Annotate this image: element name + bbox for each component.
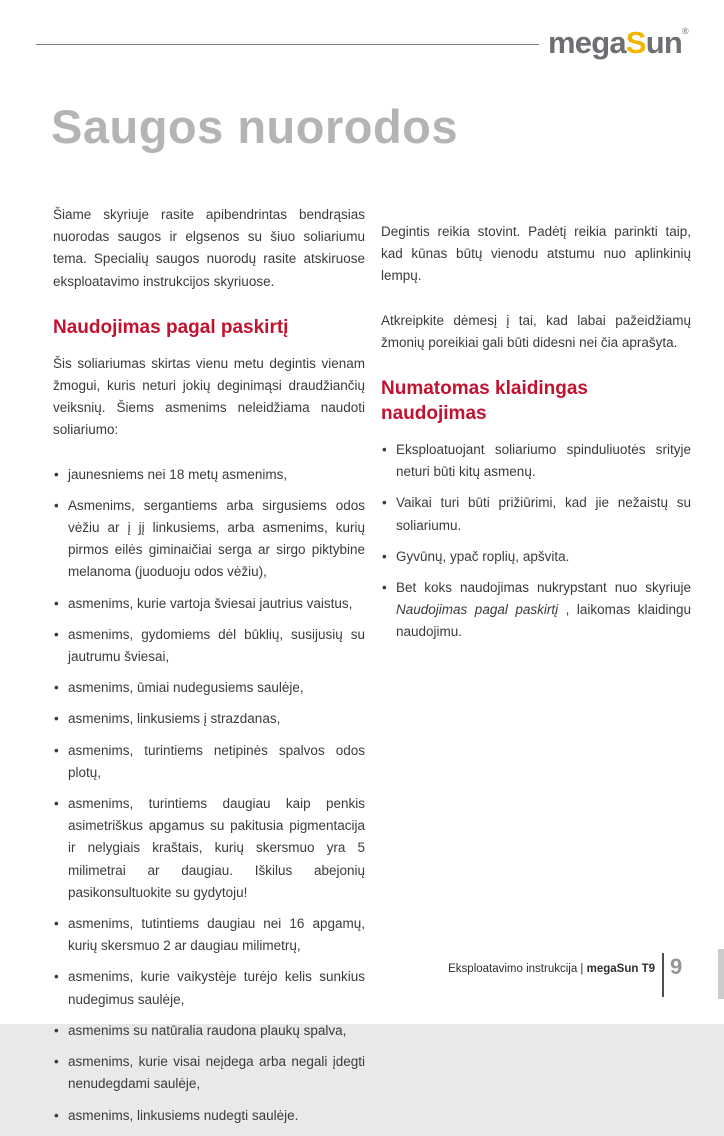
bullet-marker: • [382, 442, 387, 458]
footer-model: megaSun T9 [586, 963, 655, 975]
bullet-marker: • [54, 680, 59, 696]
list-item-text: jaunesniems nei 18 metų asmenims, [68, 466, 288, 482]
list-item-text: asmenims, gydomiems dėl būklių, susijusių su jautrumu šviesai, [68, 626, 365, 665]
header-rule [36, 44, 539, 45]
bullet-marker: • [54, 711, 59, 727]
bullet-marker: • [382, 548, 387, 564]
bullet-marker: • [54, 1054, 59, 1070]
list-item [53, 593, 365, 615]
list-item [53, 1105, 365, 1127]
bullet-marker: • [54, 497, 59, 513]
bullet-marker: • [54, 626, 59, 642]
intro-paragraph: Šiame skyriuje rasite apibendrintas bendrąsias nuorodas saugos ir elgsenos su šiuo soliariumu tema. Specialių saugos nuorodų rasite atskiruose eksploatavimo instrukcijos skyriuose. [53, 207, 365, 289]
list-item [53, 1051, 365, 1095]
list-item-text: asmenims su natūralia raudona plaukų spalva, [68, 1022, 347, 1038]
intended-use-bullet-list [53, 464, 365, 1127]
section-heading-misuse: Numatomas klaidingas naudojimas [381, 378, 588, 425]
bullet-marker: • [382, 495, 387, 511]
bullet-marker: • [54, 466, 59, 482]
list-item [53, 708, 365, 730]
list-item-text: asmenims, kurie vaikystėje turėjo kelis sunkius nudegimus saulėje, [68, 969, 365, 1007]
list-item [53, 793, 365, 904]
list-item-text-italic-reference: Naudojimas pagal paskirtį [396, 602, 559, 618]
page-edge-marker [718, 949, 724, 999]
bullet-marker: • [54, 1107, 59, 1123]
logo-text-s: S [625, 25, 646, 60]
page-number: 9 [670, 954, 683, 979]
registered-mark: ® [681, 26, 689, 36]
footer-divider [662, 953, 664, 997]
footer-label: Eksploatavimo instrukcija | [448, 963, 587, 975]
list-item [53, 677, 365, 699]
logo-text-mega: mega [548, 25, 626, 60]
standing-position-paragraph: Degintis reikia stovint. Padėtį reikia parinkti taip, kad kūnas būtų vienodu atstumu nuo aplinkinių lempų. [381, 224, 691, 284]
list-item-text: Gyvūnų, ypač roplių, apšvita. [396, 548, 570, 564]
list-item-text: asmenims, linkusiems nudegti saulėje. [68, 1107, 299, 1123]
logo-text-un: un [645, 25, 682, 60]
vulnerable-people-paragraph: Atkreipkite dėmesį į tai, kad labai pažeidžiamų žmonių poreikiai gali būti didesni nei čia aprašyta. [381, 312, 691, 350]
bullet-marker: • [54, 742, 59, 758]
list-item-text: asmenims, ūmiai nudegusiems saulėje, [68, 680, 304, 696]
list-item-text-prefix: Bet koks naudojimas nukrypstant nuo skyriuje [396, 580, 691, 596]
list-item [53, 495, 365, 584]
megasun-logo [548, 25, 689, 61]
list-item [381, 546, 691, 568]
section-heading-intended-use: Naudojimas pagal paskirtį [53, 316, 289, 338]
list-item [53, 1020, 365, 1042]
list-item [381, 439, 691, 483]
list-item-text: asmenims, tutintiems daugiau nei 16 apgamų, kurių skersmuo 2 ar daugiau milimetrų, [68, 916, 365, 954]
list-item [53, 966, 365, 1010]
bullet-marker: • [54, 969, 59, 985]
intended-use-paragraph: Šis soliariumas skirtas vienu metu degintis vienam žmogui, kuris neturi jokių deginimąsi draudžiančių veiksnių. Šiems asmenims neleidžiama naudoti soliariumo: [53, 355, 365, 438]
list-item-text: Vaikai turi būti prižiūrimi, kad jie nežaistų su soliariumu. [396, 495, 691, 533]
list-item [381, 577, 691, 644]
bullet-marker: • [54, 796, 59, 812]
list-item [53, 913, 365, 957]
list-item-text: asmenims, kurie vartoja šviesai jautrius vaistus, [68, 595, 353, 611]
bullet-marker: • [54, 916, 59, 932]
list-item-text: Asmenims, sergantiems arba sirgusiems odos vėžiu ar į jį linkusiems, arba asmenims, kurių pirmos eilės giminaičiai serga ar sirgo piktybine melanoma (juoduoju odos vėžiu), [68, 497, 365, 580]
list-item [53, 740, 365, 784]
misuse-bullet-list [381, 439, 691, 644]
list-item-text: asmenims, turintiems daugiau kaip penkis asimetriškus apgamus su pakitusia pigmentacija ir nelygiais kraštais, kurių skersmuo yra 5 milimetrai ar daugiau. Iškilus abejonių pasikonsultuokite su gydytoju! [68, 796, 365, 900]
bullet-marker: • [382, 580, 387, 596]
list-item-text: asmenims, kurie visai neįdega arba negali įdegti nenudegdami saulėje, [68, 1054, 365, 1092]
footer-document-label [448, 963, 655, 975]
list-item-text: asmenims, turintiems netipinės spalvos odos plotų, [68, 742, 365, 780]
left-column [53, 204, 365, 1136]
list-item [381, 492, 691, 536]
bullet-marker: • [54, 595, 59, 611]
list-item [53, 624, 365, 668]
list-item [53, 464, 365, 486]
right-column [381, 204, 691, 1136]
list-item-text-suffix: , laikomas klaidingu naudojimu. [396, 602, 691, 640]
content-columns [53, 204, 693, 1136]
list-item-text: asmenims, linkusiems į strazdanas, [68, 711, 281, 727]
list-item-text: Eksploatuojant soliariumo spinduliuotės srityje neturi būti kitų asmenų. [396, 442, 691, 480]
page-title: Saugos nuorodos [51, 100, 458, 153]
bullet-marker: • [54, 1022, 59, 1038]
